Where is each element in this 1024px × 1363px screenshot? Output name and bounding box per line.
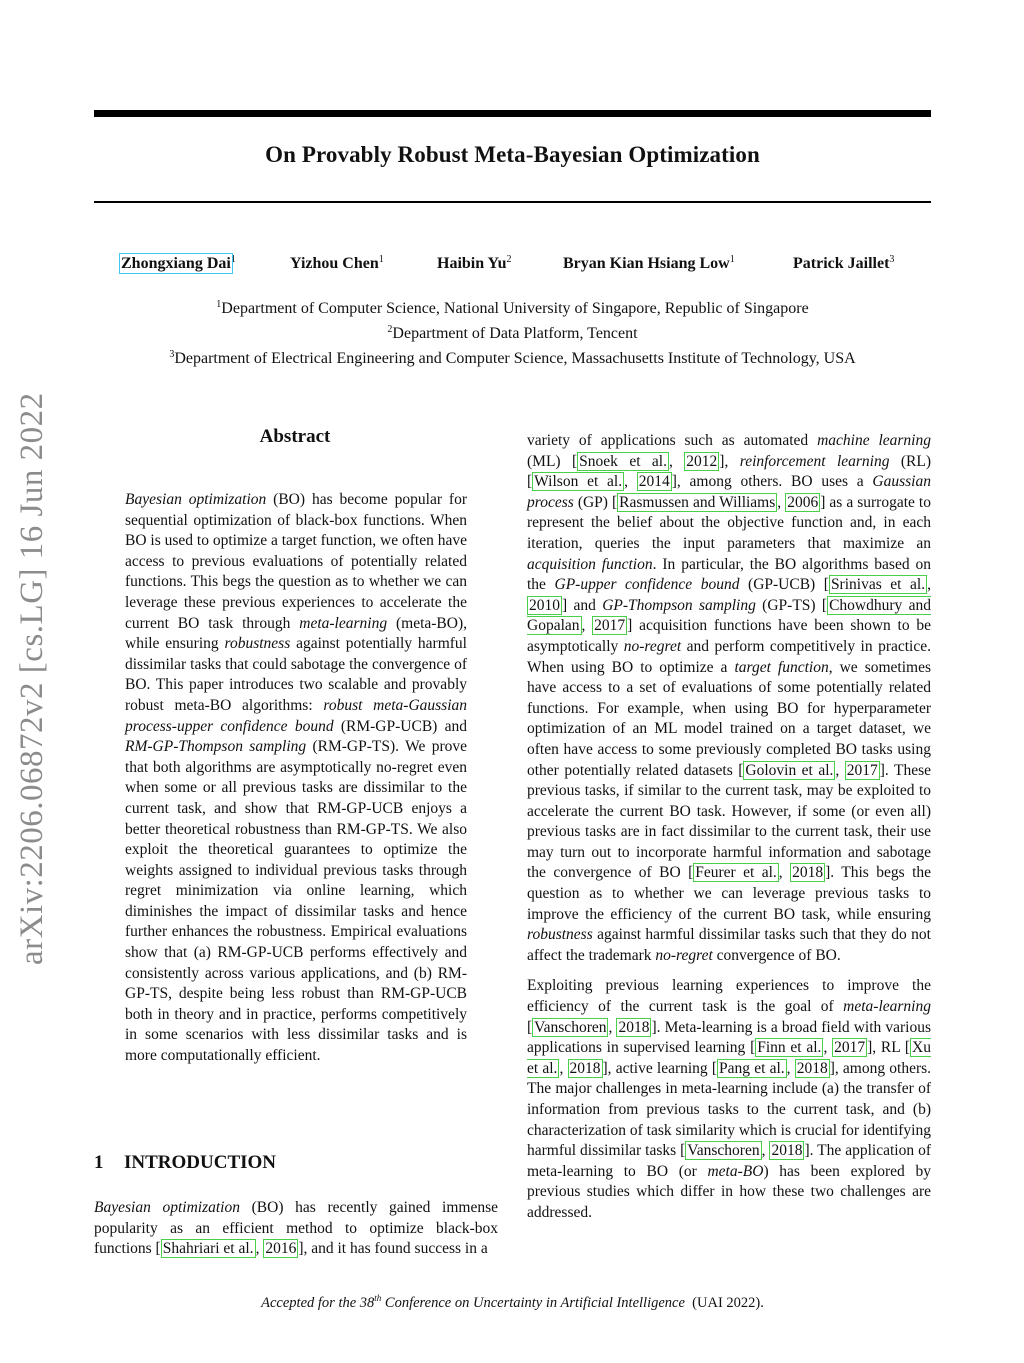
author-affil-sup: 2 bbox=[506, 254, 512, 265]
body-text: against potentially harmful dissimilar tasks that could sabotage the convergence of BO. This paper introduces two scalable and provably robust meta-BO algorithms: bbox=[125, 635, 467, 714]
body-text: against harmful dissimilar tasks such that they do not affect the trademark bbox=[527, 926, 931, 964]
body-text: variety of applications such as automated bbox=[527, 432, 818, 449]
citation-link[interactable]: 2016 bbox=[265, 1240, 297, 1258]
author-list bbox=[94, 254, 931, 278]
body-text: ]. The application of meta-learning to BO (or bbox=[527, 1142, 931, 1180]
citation-link[interactable]: Finn et al. bbox=[757, 1039, 822, 1057]
author-name: Haibin Yu bbox=[437, 255, 507, 272]
body-text: , bbox=[835, 761, 845, 779]
citation-link[interactable]: 2018 bbox=[771, 1142, 803, 1160]
citation-link[interactable]: Srinivas et al. bbox=[830, 576, 926, 594]
emphasis-text: meta-BO bbox=[707, 1162, 764, 1180]
author-3 bbox=[437, 254, 512, 273]
author-name: Bryan Kian Hsiang Low bbox=[563, 255, 730, 272]
citation-link[interactable]: Vanschoren bbox=[687, 1142, 760, 1160]
citation-link[interactable]: 2018 bbox=[796, 1059, 828, 1077]
citation-link[interactable]: Snoek et al. bbox=[579, 452, 667, 470]
intro-paragraph-1-cont bbox=[527, 431, 931, 966]
author-affil-sup: 3 bbox=[889, 254, 895, 265]
author-1[interactable] bbox=[121, 254, 236, 273]
body-text: , bbox=[823, 1039, 833, 1057]
section-title: INTRODUCTION bbox=[124, 1152, 277, 1173]
body-text: ] as a surrogate to represent the belief about the objective function and, in each iteration, queries the input parameters that maximize an bbox=[527, 493, 931, 552]
conference-footer: Accepted for the 38th Conference on Uncertainty in Artificial Intelligence (UAI 2022). bbox=[261, 1293, 764, 1311]
author-name[interactable]: Zhongxiang Dai bbox=[121, 255, 231, 272]
introduction-left-column bbox=[94, 1198, 498, 1260]
author-2 bbox=[290, 254, 384, 273]
citation-link[interactable]: 2014 bbox=[638, 473, 670, 491]
citation-link[interactable]: Feurer et al. bbox=[695, 864, 777, 882]
citation-link[interactable]: Golovin et al. bbox=[745, 761, 834, 779]
author-name: Yizhou Chen bbox=[290, 255, 379, 272]
abstract-heading: Abstract bbox=[259, 426, 331, 447]
citation-link[interactable]: 2018 bbox=[792, 864, 824, 882]
body-text: , bbox=[608, 1018, 617, 1036]
body-text: ], among others. BO uses a bbox=[671, 473, 873, 491]
body-text: (ML) [ bbox=[527, 452, 578, 470]
body-text: , bbox=[777, 493, 786, 511]
citation-link[interactable]: 2006 bbox=[787, 493, 819, 511]
emphasis-text: no-regret bbox=[655, 946, 713, 964]
emphasis-text: GP-upper confidence bound bbox=[554, 576, 740, 594]
citation-link[interactable]: Pang et al. bbox=[719, 1059, 785, 1077]
section-heading-introduction bbox=[94, 1152, 276, 1174]
author-4 bbox=[563, 254, 735, 273]
body-text: Exploiting previous learning experiences to improve the efficiency of the current task is the goal of bbox=[527, 977, 931, 1016]
body-text: (GP-UCB) [ bbox=[739, 576, 829, 594]
body-text: , bbox=[581, 617, 593, 635]
emphasis-text: machine learning bbox=[817, 432, 931, 449]
citation-link[interactable]: 2017 bbox=[834, 1039, 866, 1057]
citation-link[interactable]: Wilson et al. bbox=[534, 473, 623, 491]
citation-link[interactable]: 2012 bbox=[686, 452, 718, 470]
citation-link[interactable]: Shahriari et al. bbox=[162, 1240, 254, 1258]
author-affil-sup: 1 bbox=[230, 254, 236, 265]
citation-link[interactable]: 2017 bbox=[594, 617, 626, 635]
body-text: , bbox=[559, 1059, 568, 1077]
affiliation-1: $^1$Department of Computer Science, National University of Singapore, Republic of Singapore bbox=[216, 299, 809, 317]
emphasis-text: target function bbox=[734, 658, 829, 676]
body-text: , bbox=[255, 1240, 264, 1258]
body-text: [ bbox=[527, 1018, 533, 1036]
intro-paragraph-1 bbox=[94, 1198, 498, 1260]
body-text: , bbox=[624, 473, 637, 491]
citation-link[interactable]: Vanschoren bbox=[534, 1018, 607, 1036]
body-text: . In particular, the BO algorithms based on the bbox=[527, 555, 932, 594]
body-text: ]. This begs the question as to whether we can leverage previous tasks to improve the efficiency of the current BO task, while ensuring bbox=[527, 864, 932, 923]
body-text: ], active learning [ bbox=[602, 1059, 718, 1077]
paper-title: On Provably Robust Meta-Bayesian Optimization bbox=[265, 142, 760, 167]
author-affil-sup: 1 bbox=[729, 254, 735, 265]
body-text: ]. Meta-learning is a broad field with various applications in supervised learning [ bbox=[527, 1018, 931, 1057]
emphasis-text: meta-learning bbox=[299, 614, 388, 632]
body-text: , bbox=[927, 576, 931, 594]
citation-link[interactable]: Rasmussen and Williams bbox=[619, 493, 776, 511]
arxiv-stamp: arXiv:2206.06872v2 [cs.LG] 16 Jun 2022 bbox=[14, 392, 50, 965]
emphasis-text: robustness bbox=[527, 926, 593, 944]
citation-link[interactable]: 2010 bbox=[529, 596, 560, 614]
emphasis-text: no-regret bbox=[623, 637, 682, 655]
author-5 bbox=[793, 254, 894, 273]
body-text: (meta-BO), while ensuring bbox=[125, 614, 468, 653]
body-text: ] and bbox=[562, 596, 603, 614]
body-text: ]. These previous tasks, if similar to the current task, may be exploited to accelerate the current BO task. However, if some (or even all) previous tasks are in fact dissimilar to the current task, their use may turn out to incorporate harmful information and sabotage the convergence of BO [ bbox=[527, 761, 931, 882]
body-text: and perform competitively in practice. When using BO to optimize a bbox=[527, 637, 931, 676]
emphasis-text: Gaussian process bbox=[527, 473, 931, 511]
body-text: convergence of BO. bbox=[712, 946, 841, 964]
citation-link[interactable]: 2017 bbox=[846, 761, 878, 779]
body-text: (RL) [ bbox=[527, 452, 932, 491]
emphasis-text: RM-GP-Thompson sampling bbox=[125, 738, 307, 756]
body-text: (RM-GP-UCB) and bbox=[333, 717, 467, 735]
emphasis-text: robustness bbox=[224, 635, 291, 653]
emphasis-text: acquisition function bbox=[527, 555, 653, 573]
body-text: ], and it has found success in a bbox=[298, 1240, 488, 1258]
section-number: 1 bbox=[94, 1152, 104, 1173]
citation-link[interactable]: 2018 bbox=[569, 1059, 601, 1077]
citation-link[interactable]: 2018 bbox=[618, 1018, 650, 1036]
body-text: ], bbox=[719, 452, 740, 470]
body-text: (BO) has recently gained immense popularity as an efficient method to optimize black-box functions [ bbox=[94, 1199, 498, 1258]
body-text: , bbox=[761, 1142, 770, 1160]
body-text: , we sometimes have access to a set of evaluations of some potentially related functions. For example, when using BO for hyperparameter optimization of an ML model trained on a target dataset, we often have access to some previously completed BO tasks using other potentially related datasets [ bbox=[527, 658, 932, 779]
emphasis-text: reinforcement learning bbox=[739, 452, 890, 470]
affiliation-2: $^2$Department of Data Platform, Tencent bbox=[387, 324, 638, 342]
emphasis-text: Bayesian optimization bbox=[94, 1199, 240, 1216]
body-text: , bbox=[786, 1059, 795, 1077]
body-text: (RM-GP-TS). We prove that both algorithms are asymptotically no-regret even when some or all previous tasks are dissimilar to the current task, and show that RM-GP-UCB enjoys a better theoretical robustness than RM-GP-TS. We also exploit the theoretical guarantees to optimize the weights assigned to individual previous tasks through regret minimization via online learning, which diminishes the impact of dissimilar tasks and hence further enhances the robustness. Empirical evaluations show that (a) RM-GP-UCB performs effectively and consistently across various applications, and (b) RM-GP-TS, despite being less robust than RM-GP-UCB both in theory and in practice, performs competitively in some scenarios with less dissimilar tasks and is more computationally efficient. bbox=[125, 738, 467, 1065]
emphasis-text: meta-learning bbox=[843, 998, 931, 1016]
body-text: (GP-TS) [ bbox=[755, 596, 828, 614]
body-text: ], RL [ bbox=[867, 1039, 911, 1057]
citation-link[interactable]: Chowdhury and Gopalan bbox=[527, 596, 931, 635]
author-name: Patrick Jaillet bbox=[793, 255, 890, 272]
intro-paragraph-2 bbox=[527, 976, 931, 1223]
author-affil-sup: 1 bbox=[378, 254, 384, 265]
title-bottom-rule bbox=[94, 201, 931, 203]
introduction-right-column bbox=[527, 431, 931, 1224]
body-text: ], among others. The major challenges in meta-learning include (a) the transfer of information from previous tasks to the current task, and (b) characterization of task similarity which is crucial for identifying harmful dissimilar tasks [ bbox=[527, 1059, 932, 1160]
emphasis-text: robust meta-Gaussian process-upper confidence bound bbox=[125, 696, 468, 735]
abstract-body bbox=[125, 490, 467, 1067]
citation-link[interactable]: Xu et al. bbox=[527, 1039, 931, 1077]
body-text: ) has been explored by previous studies which differ in how these two challenges are addressed. bbox=[527, 1162, 931, 1221]
affiliations bbox=[94, 294, 931, 369]
abstract-paragraph bbox=[125, 490, 467, 1067]
top-thick-rule bbox=[94, 110, 931, 117]
affiliation-3: $^3$Department of Electrical Engineering and Computer Science, Massachusetts Institute of Technology, USA bbox=[169, 349, 856, 367]
body-text: , bbox=[778, 864, 791, 882]
body-text: (BO) has become popular for sequential optimization of black-box functions. When BO is used to optimize a target function, we often have access to previous evaluations of potentially related functions. This begs the question as to whether we can leverage these previous experiences to accelerate the current BO task through bbox=[125, 491, 467, 632]
emphasis-text: Bayesian optimization bbox=[125, 491, 267, 508]
emphasis-text: GP-Thompson sampling bbox=[602, 596, 756, 614]
body-text: , bbox=[668, 452, 685, 470]
body-text: (GP) [ bbox=[573, 493, 618, 511]
body-text: ] acquisition functions have been shown to be asymptotically bbox=[527, 617, 932, 655]
